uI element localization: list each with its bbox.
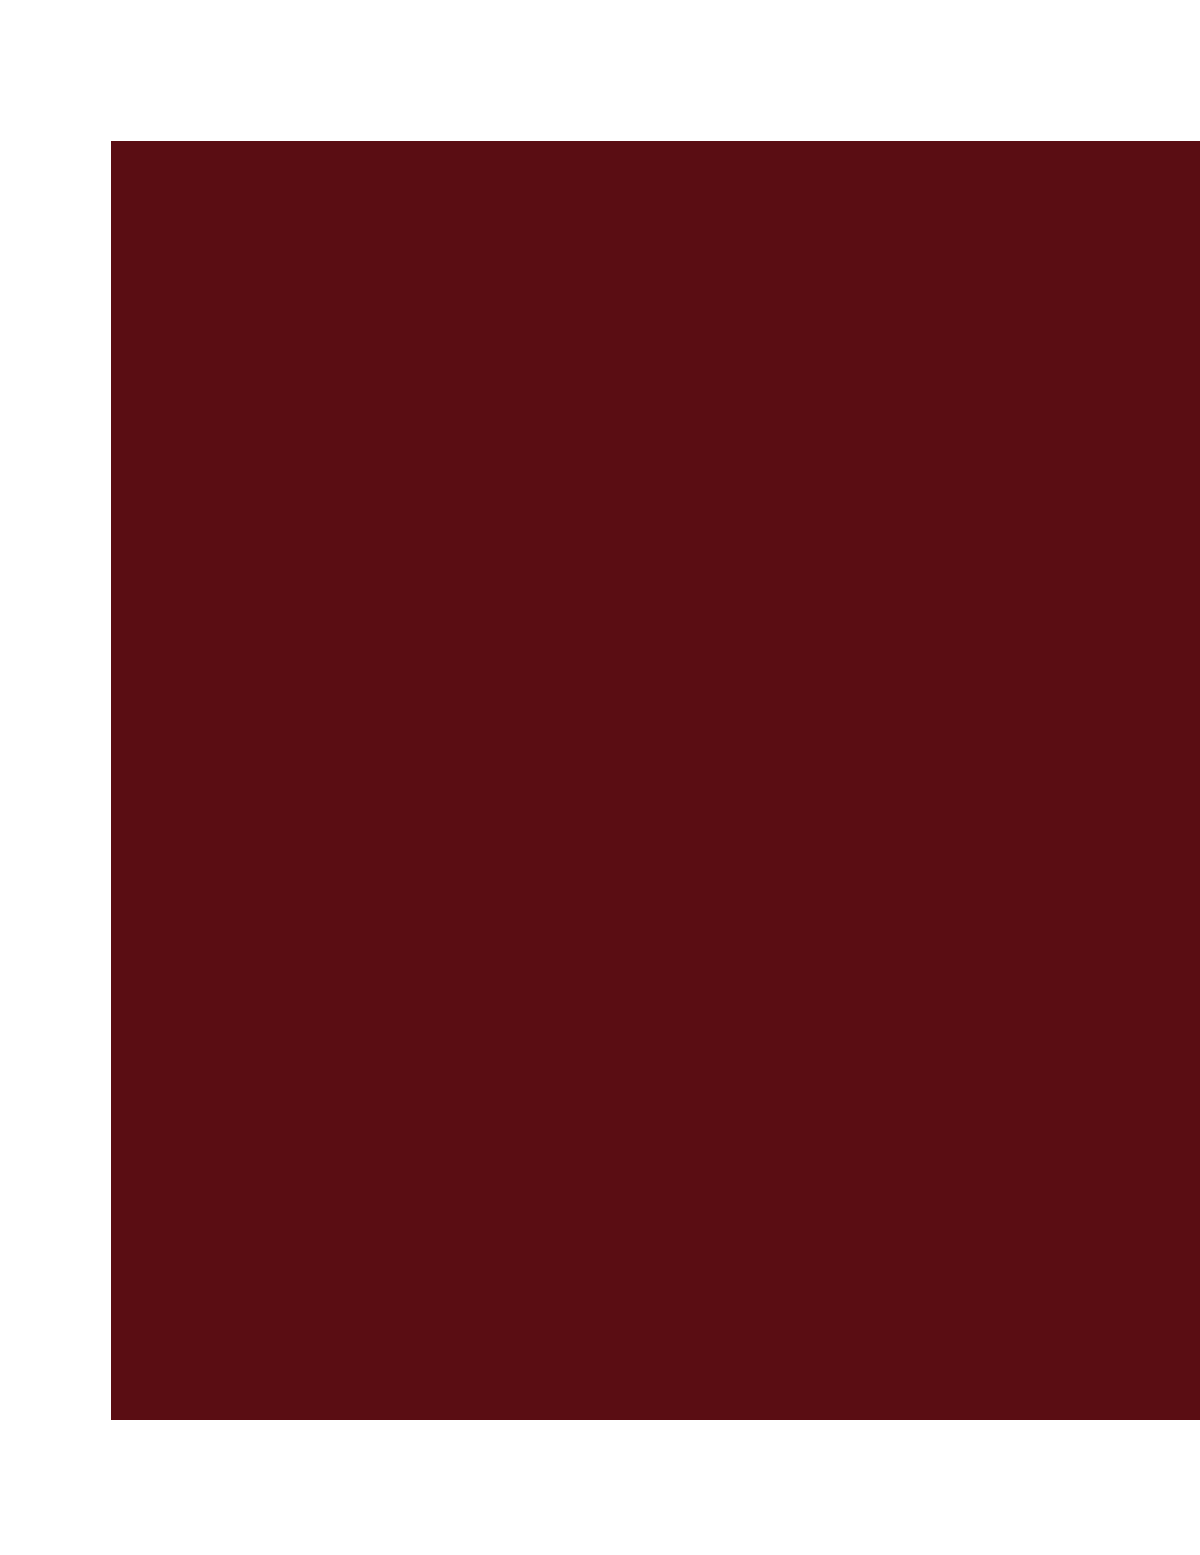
right-column [614,141,1200,1420]
left-column [111,141,614,1420]
watermark-bottom [0,1505,1200,1555]
watermark-top [0,4,1200,54]
menu-panel [111,141,1200,1420]
